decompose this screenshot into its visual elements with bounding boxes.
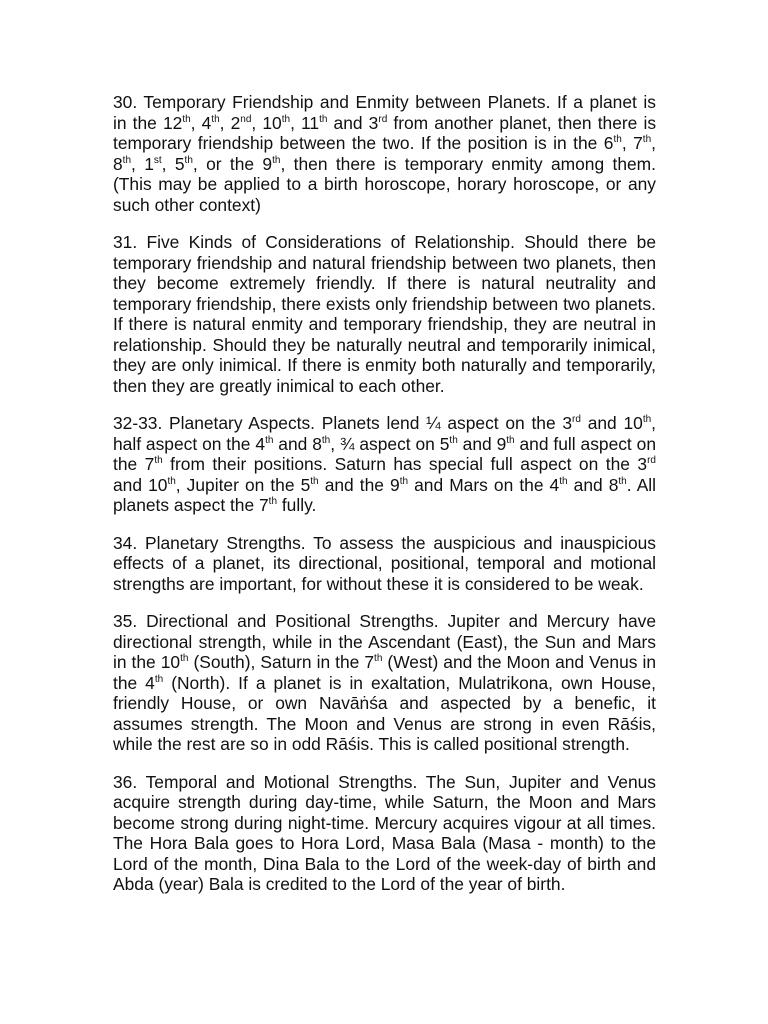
text-run: 31. Five Kinds of Considerations of Relationship. Should there be temporary friendship and natural friendship between two planets, then they become extremely friendly. If there is natural neutrality and temporary friendship, there exists only friendship between two planets. If there is natural enmity and temporary friendship, they are neutral in relationship. Should they be naturally neutral and temporarily inimical, they are only inimical. If there is enmity both naturally and temporarily, then they are greatly inimical to each other. xyxy=(113,232,656,396)
ordinal-suffix: th xyxy=(506,434,515,446)
ordinal-suffix: st xyxy=(153,154,162,166)
ordinal-suffix: th xyxy=(449,434,458,446)
paragraph-34 xyxy=(113,533,656,595)
ordinal-suffix: th xyxy=(182,113,191,125)
ordinal-suffix: th xyxy=(642,414,652,425)
text-run: and 3 xyxy=(327,112,379,133)
text-run: (South), Saturn in the 7 xyxy=(188,652,375,672)
text-run: and 8 xyxy=(567,474,619,495)
text-run: and full aspect on the 7 xyxy=(113,433,657,474)
ordinal-suffix: th xyxy=(321,434,331,446)
ordinal-suffix: rd xyxy=(647,455,656,466)
paragraph-30 xyxy=(113,92,656,215)
text-run: , 5 xyxy=(161,153,185,174)
paragraph-31 xyxy=(113,232,656,396)
document-page xyxy=(113,92,656,912)
text-run: 36. Temporal and Motional Strengths. The Sun, Jupiter and Venus acquire strength during day-time, while Saturn, the Moon and Mars become strong during night-time. Mercury acquires vigour at all times. The Hora Bala goes to Hora Lord, Masa Bala (Masa - month) to the Lord of the month, Dina Bala to the Lord of the week-day of birth and Abda (year) Bala is credited to the Lord of the year of birth. xyxy=(113,771,656,894)
ordinal-suffix: th xyxy=(613,134,622,145)
ordinal-suffix: rd xyxy=(572,414,581,425)
ordinal-suffix: th xyxy=(374,653,383,664)
ordinal-suffix: th xyxy=(154,455,163,466)
text-run: 35. Directional and Positional Strengths. Jupiter and Mercury have directional strength, while in the Ascendant (East), the Sun and Mars in the 10 xyxy=(113,611,656,672)
text-run: , then there is temporary enmity among them. (This may be applied to a birth horoscope, horary horoscope, or any such other context) xyxy=(113,153,657,215)
text-run: (North). If a planet is in exaltation, Mulatrikona, own House, friendly House, or own Navāṅśa and aspected by a benefic, it assumes strength. The Moon and Venus are strong in even Rāśis, while the rest are so in odd Rāśis. This is called positional strength. xyxy=(113,672,656,754)
ordinal-suffix: th xyxy=(642,134,652,145)
ordinal-suffix: rd xyxy=(378,113,388,125)
text-run: , 2 xyxy=(219,112,241,133)
ordinal-suffix: th xyxy=(154,673,164,685)
text-run: 32-33. Planetary Aspects. Planets lend ¼ aspect on the 3 xyxy=(113,413,573,433)
text-run: , 4 xyxy=(190,112,212,133)
ordinal-suffix: th xyxy=(211,113,220,125)
text-run: , 8 xyxy=(113,133,656,174)
ordinal-suffix: th xyxy=(265,434,274,446)
text-run: , 7 xyxy=(621,133,643,153)
text-run: and the 9 xyxy=(318,474,400,495)
paragraph-32-33 xyxy=(113,413,656,516)
text-run: from another planet, then there is temporary friendship between the two. If the position is in the 6 xyxy=(113,112,657,153)
text-run: , 1 xyxy=(131,153,154,174)
text-run: , ¾ aspect on 5 xyxy=(330,433,450,454)
text-run: fully. xyxy=(277,495,317,515)
text-run: and 8 xyxy=(273,433,322,454)
ordinal-suffix: th xyxy=(167,475,176,487)
text-run: , half aspect on the 4 xyxy=(113,413,656,454)
text-run: 30. Temporary Friendship and Enmity between Planets. If a planet is in the 12 xyxy=(113,92,656,133)
paragraph-36 xyxy=(113,772,656,895)
ordinal-suffix: th xyxy=(122,154,132,166)
ordinal-suffix: th xyxy=(184,154,193,166)
ordinal-suffix: th xyxy=(268,496,278,507)
text-run: and 10 xyxy=(113,474,168,495)
text-run: , 11 xyxy=(290,112,320,133)
ordinal-suffix: th xyxy=(310,475,319,487)
ordinal-suffix: th xyxy=(272,154,281,166)
text-run: and Mars on the 4 xyxy=(408,474,560,495)
text-run: from their positions. Saturn has special full aspect on the 3 xyxy=(162,454,648,474)
text-run: (West) and the Moon and Venus in the 4 xyxy=(113,652,657,693)
ordinal-suffix: nd xyxy=(240,113,252,125)
text-run: . All planets aspect the 7 xyxy=(113,474,657,515)
ordinal-suffix: th xyxy=(281,113,291,125)
text-run: , Jupiter on the 5 xyxy=(175,474,311,495)
text-run: , 10 xyxy=(251,112,282,133)
text-run: , or the 9 xyxy=(192,153,273,174)
ordinal-suffix: th xyxy=(319,113,328,125)
paragraph-35 xyxy=(113,611,656,755)
text-run: and 9 xyxy=(457,433,507,454)
ordinal-suffix: th xyxy=(399,475,409,487)
text-run: 34. Planetary Strengths. To assess the auspicious and inauspicious effects of a planet, its directional, positional, temporal and motional strengths are important, for without these it is considered to be weak. xyxy=(113,532,656,594)
ordinal-suffix: th xyxy=(559,475,568,487)
ordinal-suffix: th xyxy=(180,653,189,664)
ordinal-suffix: th xyxy=(618,475,627,487)
text-run: and 10 xyxy=(580,413,643,433)
